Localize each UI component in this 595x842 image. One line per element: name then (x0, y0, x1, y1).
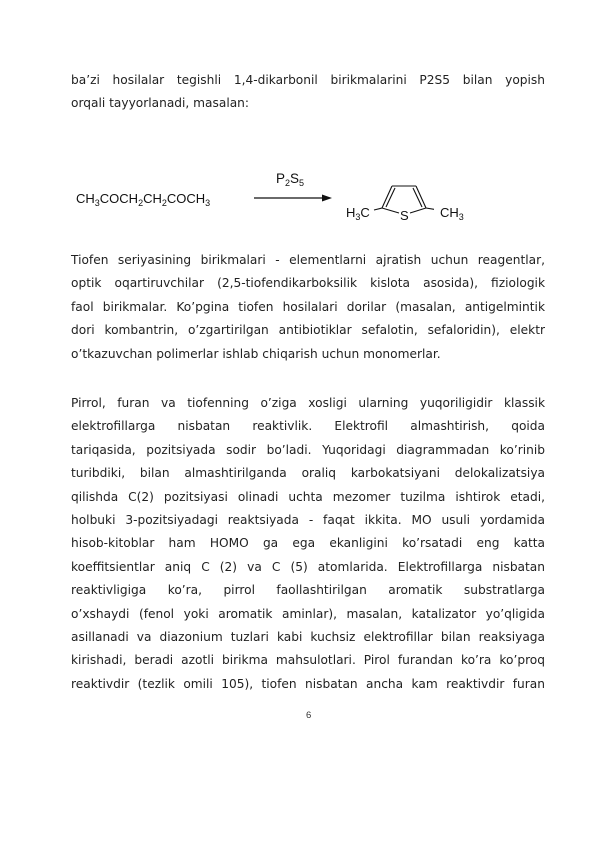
sulfur-atom-label: S (400, 208, 409, 223)
formula-subscript: 5 (299, 178, 305, 188)
text-line: turibdiki, bilan almashtirilganda oraliq karbokatsiyani delokalizatsiya (71, 466, 545, 481)
formula-part: CH (143, 191, 162, 206)
text-line: faol birikmalar. Ko’pgina tiofen hosilalari dorilar (masalan, antigelmintik (71, 299, 545, 314)
text-line: elektrofillarga nisbatan reaktivlik. Elektrofil almashtirish, qoida (71, 419, 545, 434)
reactant-formula (76, 191, 210, 208)
paragraph-thiophene-uses (71, 249, 545, 366)
formula-part: C (360, 205, 370, 220)
formula-subscript: 3 (205, 198, 211, 208)
formula-part: CH (440, 205, 459, 220)
formula-part: CH (76, 191, 95, 206)
page-number: 6 (306, 710, 312, 721)
text-line: asillanadi va diazonium tuzlari kabi kuchsiz elektrofillar bilan reaksiyaga (71, 630, 545, 645)
text-line: o’xshaydi (fenol yoki aromatik aminlar), masalan, katalizator yo’qligida (71, 606, 545, 621)
text-line: reaktivligiga ko’ra, pirrol faollashtirilgan aromatik substratlarga (71, 583, 545, 598)
formula-subscript: 3 (94, 198, 100, 208)
formula-subscript: 3 (458, 212, 464, 222)
text-line: Tiofen seriyasining birikmalari - elementlarni ajratish uchun reagentlar, (71, 253, 545, 267)
formula-subscript: 2 (285, 178, 291, 188)
text-line: holbuki 3-pozitsiyadagi reaktsiyada - faqat ikkita. MO usuli yordamida (71, 513, 545, 528)
reagent-formula (276, 171, 304, 188)
formula-subscript: 2 (138, 198, 144, 208)
formula-subscript: 3 (355, 212, 361, 222)
text-line: orqali tayyorlanadi, masalan: (71, 96, 250, 111)
text-line: koeffitsientlar aniq C (2) va C (5) atomlarida. Elektrofillarga nisbatan (71, 559, 545, 574)
formula-part: S (290, 171, 300, 186)
methyl-group-left (346, 205, 370, 222)
paragraph-intro (71, 69, 545, 116)
text-line: reaktivdir (tezlik omili 105), tiofen nisbatan ancha kam reaktivdir furan (71, 676, 545, 691)
text-line: optik oqartiruvchilar (2,5-tiofendikarboksilik kislota asosida), fiziologik (71, 276, 545, 291)
text-line: tariqasida, pozitsiyada sodir bo’ladi. Yuqoridagi diagrammadan ko’rinib (71, 442, 545, 457)
text-line: kirishadi, beradi azotli birikma mahsulotlari. Pirol furandan ko’ra ko’proq (71, 653, 545, 668)
text-line: qilishda C(2) pozitsiyasi olinadi uchta mezomer tuzilma ishtirok etadi, (71, 489, 545, 504)
reaction-arrow-icon (254, 193, 334, 203)
text-line: Pirrol, furan va tiofenning o’ziga xosligi ularning yuqoriligidir klassik (71, 396, 545, 410)
formula-subscript: 2 (161, 198, 167, 208)
formula-part: COCH (166, 191, 206, 206)
methyl-group-right (440, 205, 464, 222)
paragraph-reactivity (71, 392, 545, 696)
text-line: hisob-kitoblar ham HOMO ga ega ekanligini ko’rsatadi eng katta (71, 536, 545, 551)
text-line: dori kombantrin, o’zgartirilgan antibiotiklar sefalotin, sefaloridin), elektr (71, 323, 545, 338)
formula-part: COCH (99, 191, 139, 206)
text-line: ba’zi hosilalar tegishli 1,4-dikarbonil birikmalarini P2S5 bilan yopish (71, 73, 545, 87)
text-line: o’tkazuvchan polimerlar ishlab chiqarish uchun monomerlar. (71, 346, 441, 361)
formula-part: P (276, 171, 286, 186)
formula-part: H (346, 205, 356, 220)
